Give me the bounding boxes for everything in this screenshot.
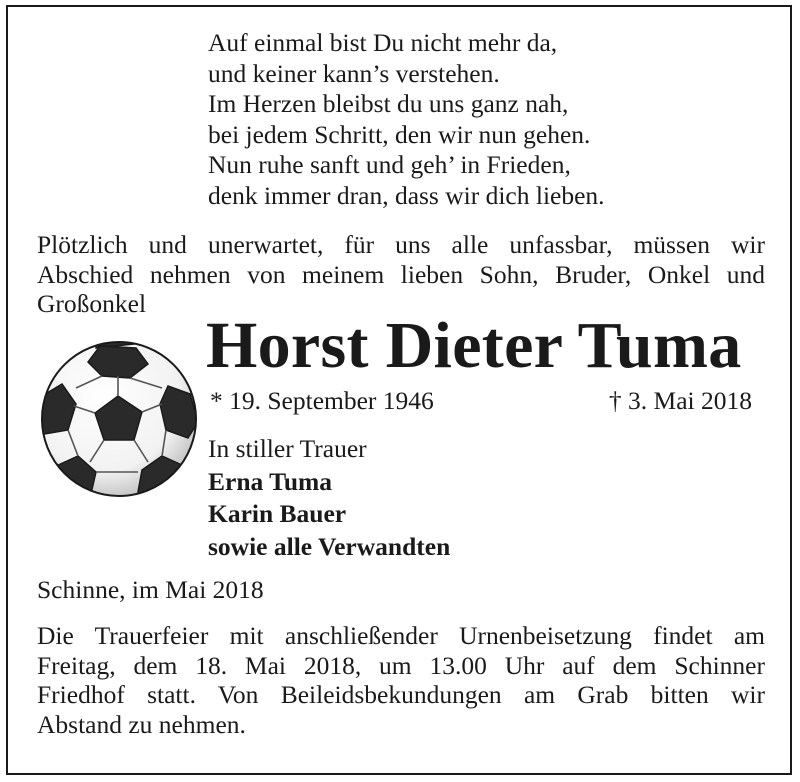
- poem-line: bei jedem Schritt, den wir nun gehen.: [208, 119, 591, 149]
- intro-line: Großonkel: [37, 289, 147, 318]
- service-line: Die Trauerfeier mit anschließender Urnenbeisetzung findet am: [37, 621, 765, 650]
- mourner-name: Erna Tuma: [208, 466, 333, 496]
- service-info: [37, 621, 765, 739]
- intro-line: Plötzlich und unerwartet, für uns alle unfassbar, müssen wir: [37, 230, 765, 259]
- birth-date: * 19. September 1946: [210, 386, 434, 415]
- service-line: Freitag, dem 18. Mai 2018, um 13.00 Uhr auf dem Schinner: [37, 650, 765, 680]
- poem-line: Nun ruhe sanft und geh’ in Frieden,: [208, 150, 571, 179]
- death-date: † 3. Mai 2018: [608, 386, 752, 415]
- poem-line: und keiner kann’s verstehen.: [208, 58, 500, 88]
- intro-text: [37, 230, 765, 319]
- mourners-heading: In stiller Trauer: [208, 434, 367, 463]
- mourner-name: sowie alle Verwandten: [208, 531, 451, 561]
- deceased-name: Horst Dieter Tuma: [206, 309, 742, 382]
- soccer-ball-icon: [38, 338, 200, 500]
- poem-line: Auf einmal bist Du nicht mehr da,: [208, 28, 558, 57]
- poem-line: Im Herzen bleibst du uns ganz nah,: [208, 89, 569, 118]
- poem-line: denk immer dran, dass wir dich lieben.: [208, 180, 605, 210]
- place-and-date: Schinne, im Mai 2018: [37, 575, 264, 604]
- service-line: Friedhof statt. Von Beileidsbekundungen am Grab bitten wir: [37, 680, 765, 709]
- poem: [208, 28, 768, 211]
- intro-line: Abschied nehmen von meinem lieben Sohn, Bruder, Onkel und: [37, 259, 765, 289]
- service-line: Abstand zu nehmen.: [37, 709, 246, 739]
- mourner-name: Karin Bauer: [208, 499, 347, 528]
- mourners-block: [208, 433, 450, 563]
